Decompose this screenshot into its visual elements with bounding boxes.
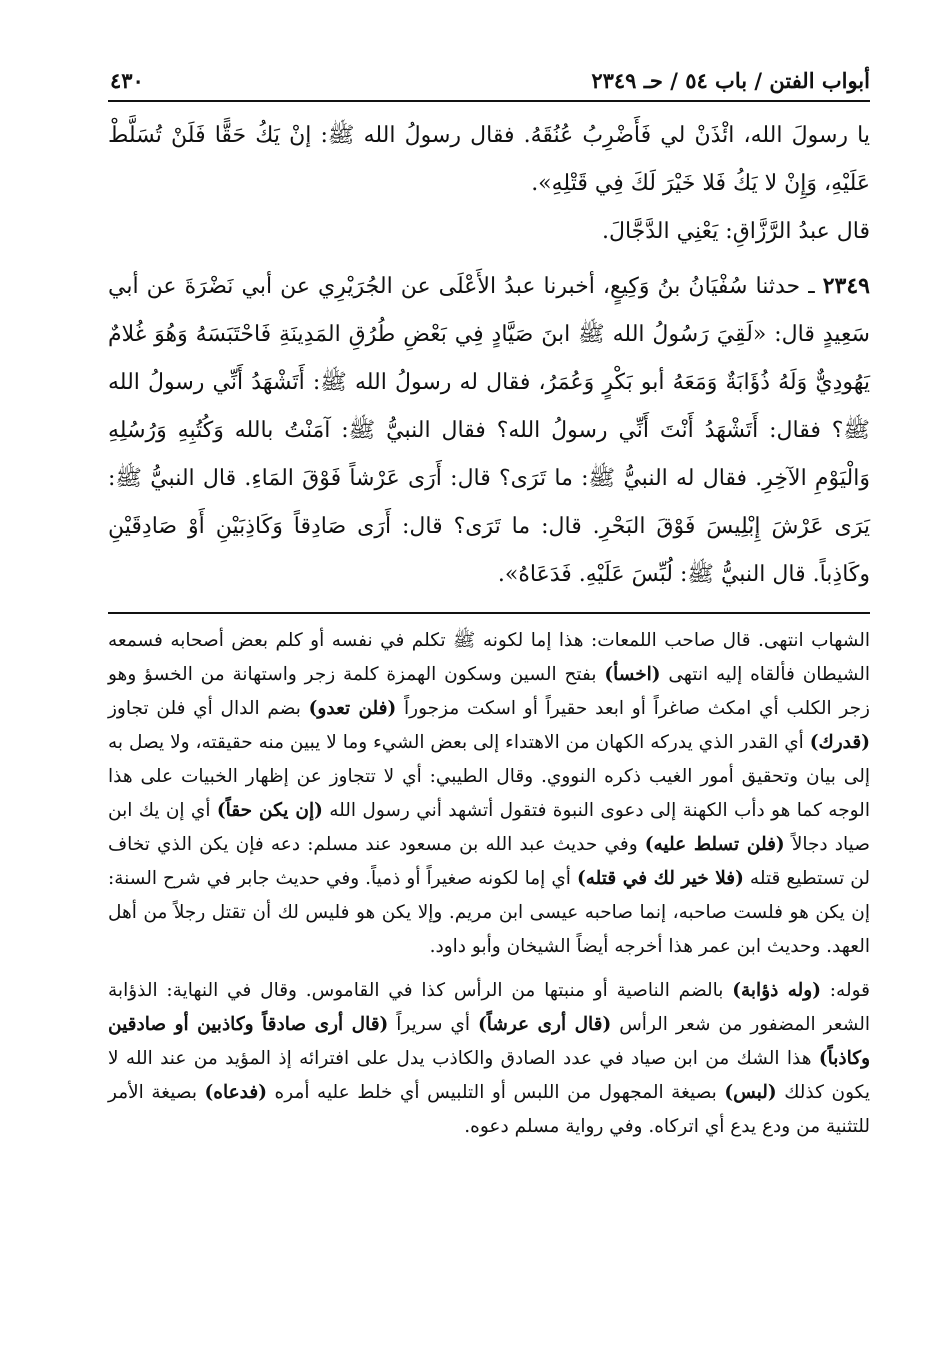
commentary-text: أي سريراً	[396, 1014, 470, 1035]
commentary-text: هذا الشك من ابن صياد في عدد الصادق والكاذب يدل على افترائه إذ المؤيد من عند الله لا يكون كذلك	[108, 1048, 871, 1103]
commentary-text: وفي حديث عبد الله بن مسعود عند مسلم: دعه فإن يكن الذي تخاف لن تستطيع قتله	[108, 834, 870, 889]
commentary-text: أي إن يك ابن صياد دجالاً	[108, 800, 870, 855]
commentary-text: بصيغة المجهول من اللبس أو التلبيس أي خلط عليه أمره	[274, 1082, 717, 1103]
commentary	[108, 624, 870, 1144]
page-number: ٤٣٠	[110, 67, 144, 93]
hadith-text	[108, 112, 870, 599]
keyword: (لبس)	[724, 1082, 777, 1103]
keyword: (قدرك)	[809, 732, 870, 753]
keyword: (فلا خير لك في قتله)	[576, 868, 744, 889]
commentary-paragraph	[108, 974, 870, 1144]
keyword: (وله ذؤابة)	[732, 980, 821, 1001]
commentary-text: بفتح السين وسكون الهمزة كلمة زجر واستهانة من الخسؤ وهو زجر الكلب أي امكث صاغراً أو ابعد حقيراً أو اسكت مزجوراً	[108, 664, 870, 719]
keyword: (قال أرى صادقاً وكاذبين أو صادقين وكاذباً)	[108, 1014, 870, 1069]
header-rule	[108, 100, 870, 102]
commentary-text: أي إما لكونه صغيراً أو ذمياً. وفي حديث جابر في شرح السنة: إن يكن هو فلست صاحبه، إنما صاحبه عيسى ابن مريم. وإلا يكن هو فليس لك أن تقتل رجلاً من أهل العهد. وحديث ابن عمر هذا أخرجه أيضاً الشيخان وأبو داود.	[108, 868, 870, 957]
commentary-text: بضم الدال أي فلن تجاوز	[108, 698, 301, 719]
page-header	[110, 62, 870, 98]
hadith-continuation: يا رسولَ الله، ائْذَنْ لي فَأَضْرِبُ عُنُقَهُ. فقال رسولُ الله ﷺ: إنْ يَكُ حَقًّا فَلَنْ تُسَلَّطْ عَلَيْهِ، وَإِنْ لا يَكُ فَلا خَيْرَ لَكَ فِي قَتْلِهِ».	[108, 123, 870, 196]
hadith-number: ٢٣٤٩	[822, 273, 870, 299]
keyword: (قال أرى عرشاً)	[477, 1014, 612, 1035]
running-title: أبواب الفتن / باب ٥٤ / حـ ٢٣٤٩	[591, 67, 870, 93]
commentary-text: بالضم الناصية أو منبتها من الرأس كذا في القاموس. وقال في النهاية: الذؤابة الشعر المضفور من شعر الرأس	[108, 980, 871, 1035]
footnote-divider	[108, 612, 870, 614]
commentary-text: بصيغة الأمر للتثنية من ودع يدع أي اتركاه. وفي رواية مسلم دعوه.	[108, 1082, 870, 1137]
narrator-comment: قال عبدُ الرَّزَّاقِ: يَعْنِي الدَّجَّالَ.	[601, 219, 870, 244]
hadith-2349	[108, 262, 870, 599]
keyword: (إن يكن حقاً)	[216, 800, 323, 821]
hadith-body: ـ حدثنا سُفْيَانُ بنُ وَكِيعٍ، أخبرنا عبدُ الأَعْلَى عن الجُرَيْرِي عن أبي نَضْرَةَ عن أبي سَعِيدٍ قال: «لَقِيَ رَسُولُ الله ﷺ ابنَ صَيَّادٍ فِي بَعْضِ طُرُقِ المَدِينَةِ فَاحْتَبَسَهُ وَهُوَ غُلامٌ يَهُودِيٌّ وَلَهُ ذُؤَابَةٌ وَمَعَهُ أبو بَكْرٍ وَعُمَرُ، فقال له رسولُ الله ﷺ: أَتَشْهَدُ أَنِّي رسولُ الله ﷺ؟ فقال: أَتَشْهَدُ أَنْتَ أَنِّي رسولُ الله؟ فقال النبيُّ ﷺ: آمَنْتُ بالله وَكُتُبِهِ وَرُسُلِهِ وَالْيَوْمِ الآخِرِ. فقال له النبيُّ ﷺ: ما تَرَى؟ قال: أَرَى عَرْشاً فَوْقَ المَاءِ. قال النبيُّ ﷺ: يَرَى عَرْشَ إِبْلِيسَ فَوْقَ البَحْرِ. قال: ما تَرَى؟ قال: أَرَى صَادِقاً وَكَاذِبَيْنِ أَوْ صَادِقَيْنِ وكَاذِباً. قال النبيُّ ﷺ: لُبِّسَ عَلَيْهِ. فَدَعَاهُ».	[108, 274, 870, 587]
keyword: (فلن تسلط عليه)	[644, 834, 785, 855]
commentary-text: الشهاب انتهى. قال صاحب اللمعات: هذا إما لكونه ﷺ تكلم في نفسه أو كلم بعض أصحابه فسمعه الشيطان فألقاه إليه انتهى	[108, 630, 870, 685]
keyword: (فلن تعدو)	[308, 698, 397, 719]
keyword: (فدعاه)	[204, 1082, 267, 1103]
commentary-text: أي القدر الذي يدركه الكهان من الاهتداء إلى بعض الشيء وما لا يبين منه حقيقته، ولا يصل به إلى بيان وتحقيق أمور الغيب ذكره النووي. وقال الطيبي: أي لا تتجاوز عن إظهار الخبيات على هذا الوجه كما هو دأب الكهنة إلى دعوى النبوة فتقول أتشهد أني رسول الله	[108, 732, 870, 821]
commentary-paragraph	[108, 624, 870, 964]
commentary-text: قوله:	[829, 980, 870, 1001]
keyword: (اخسأ)	[604, 664, 661, 685]
